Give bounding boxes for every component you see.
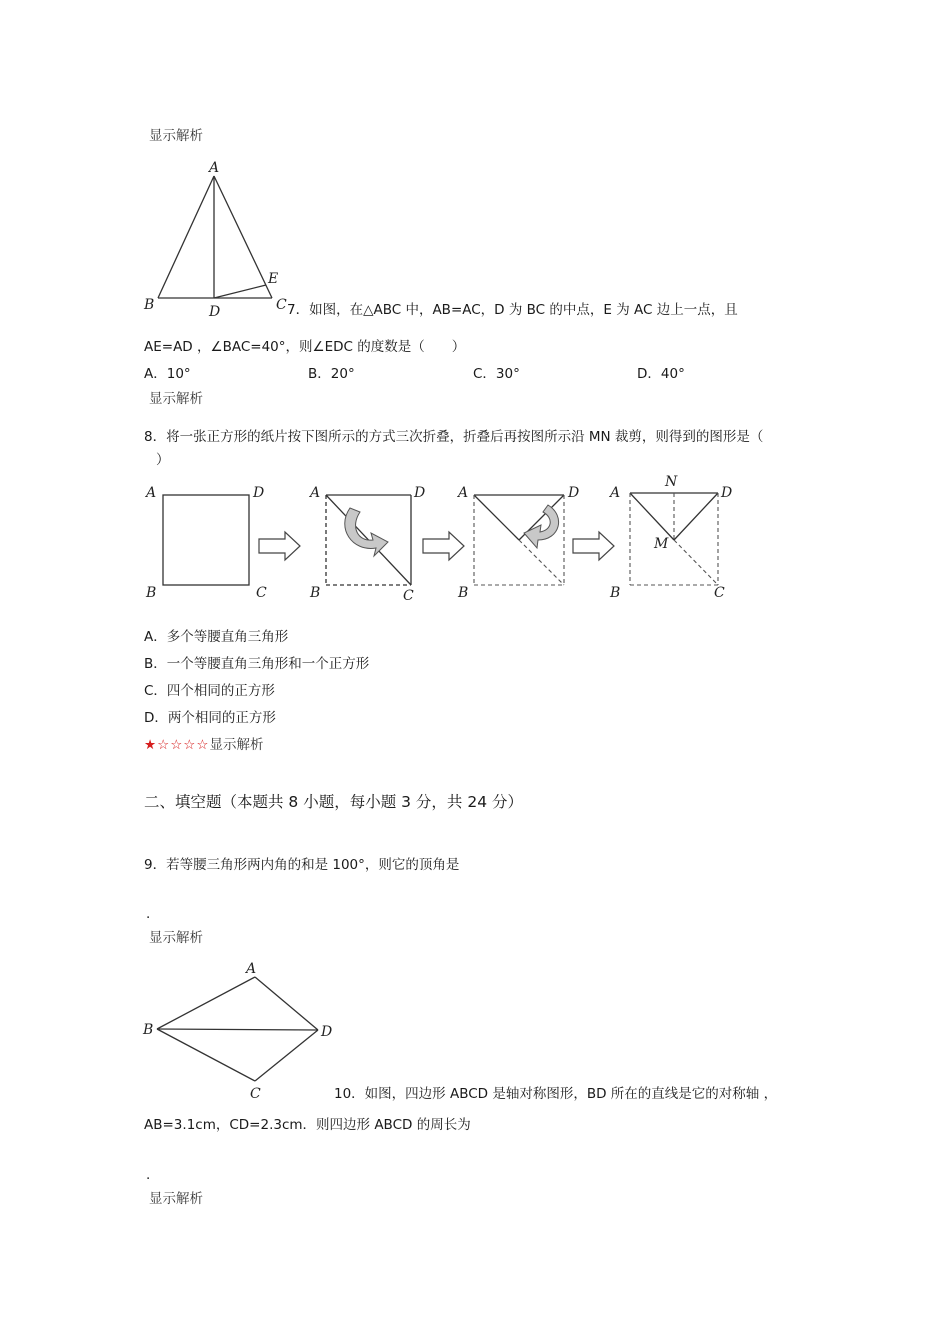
section-title: 二、填空题（本题共 8 小题，每小题 3 分，共 24 分） bbox=[144, 793, 524, 811]
q7-option-c[interactable]: C．30° bbox=[473, 366, 520, 382]
show-analysis-link[interactable]: 显示解析 bbox=[149, 128, 203, 144]
q10-label-a: A bbox=[246, 961, 257, 977]
q7-label-b: B bbox=[144, 297, 155, 313]
q7-option-b[interactable]: B．20° bbox=[308, 366, 355, 382]
q7-label-d: D bbox=[209, 304, 221, 320]
q8-option-b[interactable]: B．一个等腰直角三角形和一个正方形 bbox=[144, 656, 370, 672]
q8-p3-label-d: D bbox=[568, 485, 580, 501]
show-analysis-link[interactable]: 显示解析 bbox=[149, 1191, 203, 1207]
q8-stem-line2: ） bbox=[156, 452, 170, 468]
q9-blank: . bbox=[146, 906, 151, 922]
q8-p3-label-a: A bbox=[458, 485, 469, 501]
q8-p1-label-b: B bbox=[146, 585, 157, 601]
show-analysis-link[interactable]: 显示解析 bbox=[149, 930, 203, 946]
q8-p4-label-d: D bbox=[721, 485, 733, 501]
q8-p4-label-a: A bbox=[610, 485, 621, 501]
q7-label-e: E bbox=[268, 271, 279, 287]
q8-p2-label-b: B bbox=[310, 585, 321, 601]
q8-p4-label-n: N bbox=[665, 474, 678, 490]
q7-label-c: C bbox=[276, 297, 287, 313]
q9-stem: 9．若等腰三角形两内角的和是 100°，则它的顶角是 bbox=[144, 857, 460, 873]
difficulty-stars: ★☆☆☆☆ bbox=[144, 737, 210, 753]
q8-p2-label-c: C bbox=[403, 588, 414, 604]
q10-blank: . bbox=[146, 1167, 151, 1183]
show-analysis-link[interactable]: 显示解析 bbox=[209, 737, 264, 753]
q7-option-d[interactable]: D．40° bbox=[637, 366, 685, 382]
q8-stem-line1: 8．将一张正方形的纸片按下图所示的方式三次折叠，折叠后再按图所示沿 MN 裁剪，则得到的图形是（ bbox=[144, 429, 764, 445]
q8-p1-label-a: A bbox=[146, 485, 157, 501]
q8-p3-label-b: B bbox=[458, 585, 469, 601]
q10-stem-line1: 10．如图，四边形 ABCD 是轴对称图形，BD 所在的直线是它的对称轴 ， bbox=[334, 1086, 778, 1102]
q8-p4-label-m: M bbox=[654, 536, 669, 552]
q8-p2-label-d: D bbox=[414, 485, 426, 501]
q7-label-a: A bbox=[209, 160, 220, 176]
q8-p2-label-a: A bbox=[310, 485, 321, 501]
q8-p4-label-b: B bbox=[610, 585, 621, 601]
q8-option-a[interactable]: A．多个等腰直角三角形 bbox=[144, 629, 289, 645]
q8-option-c[interactable]: C．四个相同的正方形 bbox=[144, 683, 275, 699]
q7-stem-line1: 7．如图，在△ABC 中，AB=AC，D 为 BC 的中点，E 为 AC 边上一点，且 bbox=[287, 302, 738, 318]
q10-stem-line2: AB=3.1cm，CD=2.3cm．则四边形 ABCD 的周长为 bbox=[144, 1117, 471, 1133]
q7-option-a[interactable]: A．10° bbox=[144, 366, 191, 382]
q10-label-d: D bbox=[321, 1024, 333, 1040]
q8-p4-label-c: C bbox=[714, 585, 725, 601]
q7-stem-line2: AE=AD ，∠BAC=40°，则∠EDC 的度数是（ ） bbox=[144, 339, 466, 355]
q8-p1-label-d: D bbox=[253, 485, 265, 501]
q10-label-c: C bbox=[250, 1086, 261, 1102]
show-analysis-link[interactable]: 显示解析 bbox=[149, 391, 203, 407]
q8-option-d[interactable]: D．两个相同的正方形 bbox=[144, 710, 276, 726]
q10-label-b: B bbox=[143, 1022, 154, 1038]
q8-p1-label-c: C bbox=[256, 585, 267, 601]
